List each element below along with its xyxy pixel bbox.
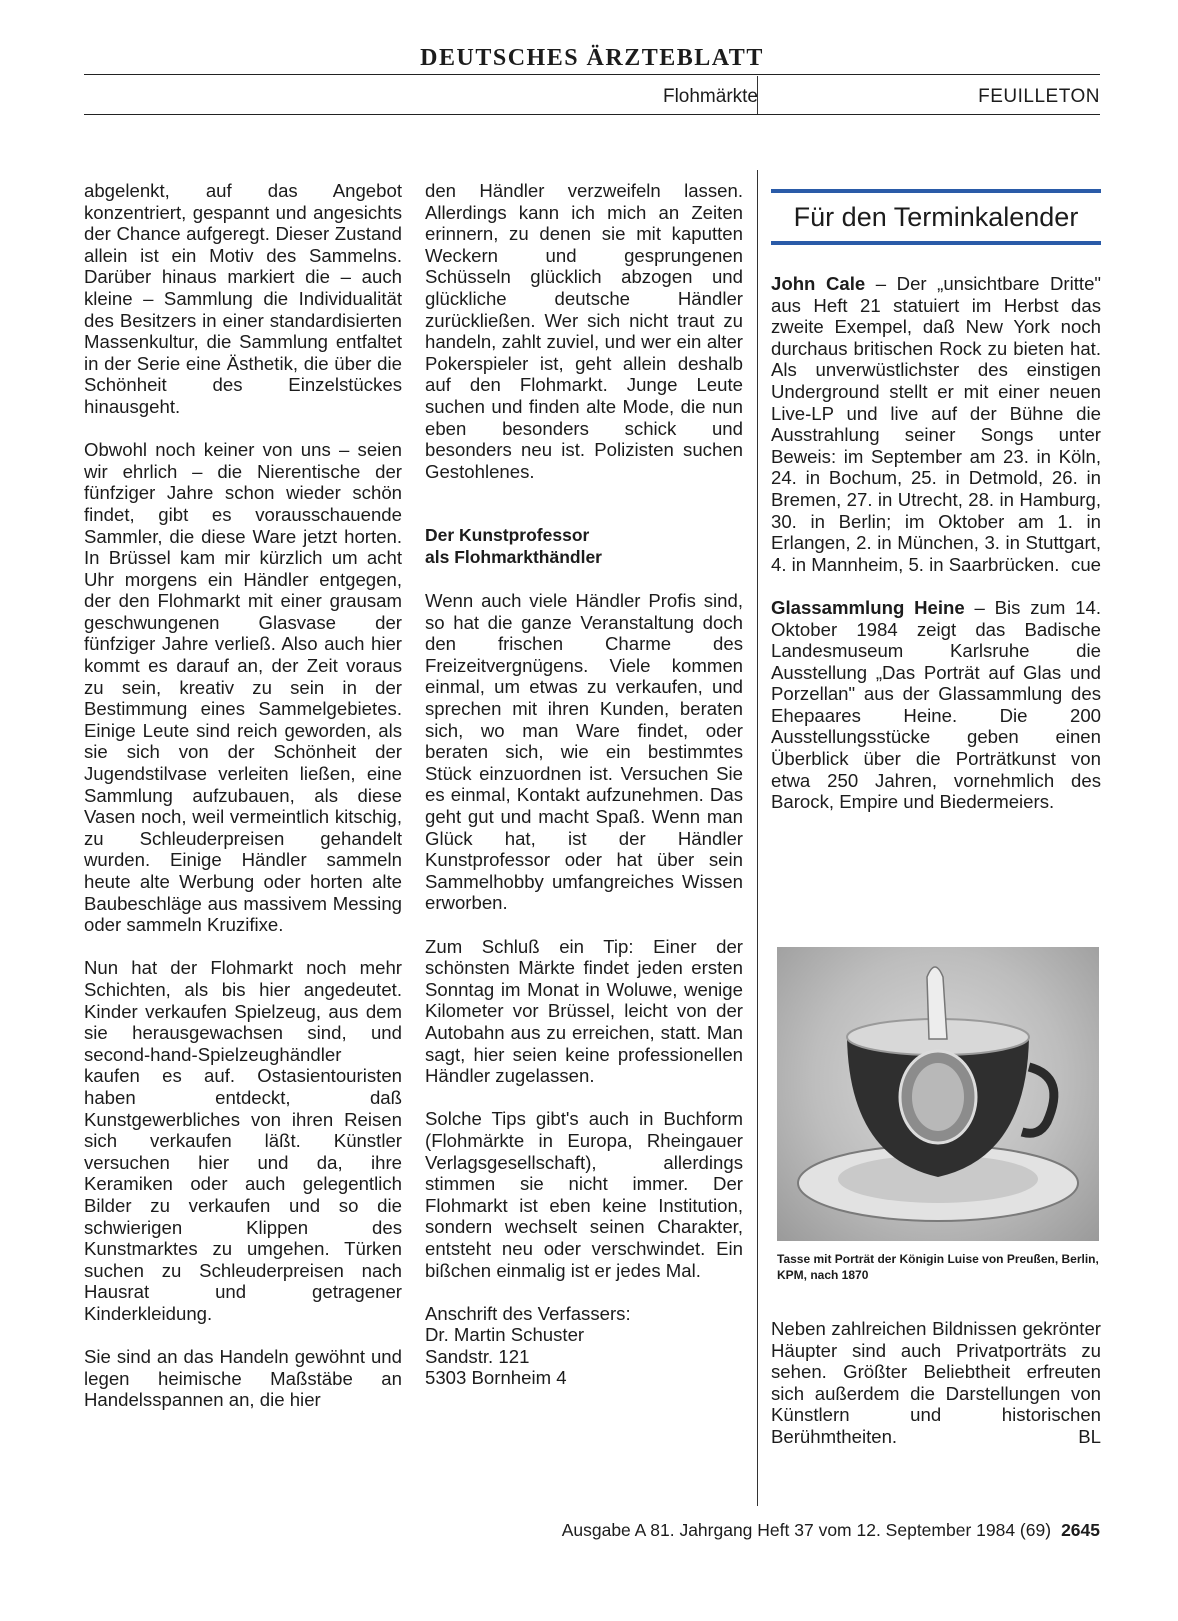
paragraph: den Händler verzweifeln lassen. Allerdings kann ich mich an Zeiten erinnern, zu denen sie mit kaputten Weckern und gesprungenen Schüsseln glücklich abzogen und glückliche deutsche Händler zurückließen. Wer sich nicht traut zu handeln, zahlt zuviel, und wer ein alter Pokerspieler ist, geht allein deshalb auf den Flohmarkt. Junge Leute suchen und finden alte Mode, die nun eben besonders schick und besonders neu ist. Polizisten suchen Gestohlenes. — [425, 180, 743, 482]
calendar-item-text: – Der „unsichtbare Dritte" aus Heft 21 statuiert im Herbst das zweite Exempel, daß New York noch durchaus britischen Rock zu bieten hat. Als unverwüstlichster des einstigen Underground stellt er mit einer neuen Live-LP und live auf der Bühne die Ausstrahlung seiner Songs unter Beweis: im September am 23. in Köln, 24. in Bochum, 25. in Detmold, 26. in Bremen, 27. in Utrecht, 28. in Hamburg, 30. in Berlin; im Oktober am 1. in Erlangen, 2. in München, 3. in Stuttgart, 4. in Mannheim, 5. in Saarbrücken. — [771, 273, 1102, 575]
column-3-top — [771, 273, 1101, 813]
paragraph: Nun hat der Flohmarkt noch mehr Schichten, als bis hier angedeutet. Kinder verkaufen Spielzeug, aus dem sie herausgewachsen sind, und second-hand-Spielzeughändler kaufen es auf. Ostasientouristen haben entdeckt, daß Kunstgewerbliches von ihren Reisen sich verkaufen läßt. Künstler versuchen hier und da, ihre Keramiken oder auch gelegentlich Bilder zu verkaufen und so die schwierigen Klippen des Kunstmarktes zu umgehen. Türken suchen zu Schleuderpreisen nach Hausrat und getragener Kinderkleidung. — [84, 957, 402, 1324]
address-name: Dr. Martin Schuster — [425, 1324, 585, 1346]
subheading-line-1: Der Kunstprofessor — [425, 525, 590, 546]
page-footer — [562, 1520, 1100, 1540]
calendar-item — [771, 273, 1101, 575]
address-city: 5303 Bornheim 4 — [425, 1367, 567, 1389]
address-street: Sandstr. 121 — [425, 1345, 530, 1367]
author-initials: BL — [1078, 1425, 1101, 1447]
box-title: Für den Terminkalender — [793, 202, 1079, 232]
author-initials: cue — [1071, 553, 1101, 575]
paragraph: Sie sind an das Handeln gewöhnt und legen heimische Maßstäbe an Handelsspannen an, die hier — [84, 1346, 402, 1411]
subheading-line-2: als Flohmarkthändler — [425, 546, 602, 567]
box-rule-bottom — [771, 241, 1101, 245]
paragraph: Obwohl noch keiner von uns – seien wir ehrlich – die Nierentische der fünfziger Jahre schon wieder schön findet, gibt es vorausschauende Sammler, die diese Ware jetzt horten. In Brüssel kam mir kürzlich um acht Uhr morgens ein Händler entgegen, der den Flohmarkt mit einer grausam geschwungenen Glasvase der fünfziger Jahre verließ. Also auch hier kommt es darauf an, der Zeit voraus zu sein, kreativ zu sein in der Bestimmung eines Sammelgebietes. Einige Leute sind reich geworden, als sie sich von der Schönheit der Jugendstilvase verleiten ließen, eine Sammlung aufzubauen, als diese Vasen noch, weil vermeintlich kitschig, zu Schleuderpreisen gehandelt wurden. Einige Händler sammeln heute alte Werbung oder horten alte Baubeschläge aus massivem Messing oder sammeln Kruzifixe. — [84, 439, 402, 936]
calendar-item — [771, 597, 1101, 813]
box-rule-top — [771, 189, 1101, 193]
page-number: 2645 — [1061, 1520, 1100, 1540]
photo-caption: Tasse mit Porträt der Königin Luise von Preußen, Berlin, KPM, nach 1870 — [777, 1252, 1099, 1282]
address-label: Anschrift des Verfassers: — [425, 1302, 631, 1324]
header-divider — [757, 76, 758, 114]
masthead: DEUTSCHES ÄRZTEBLATT — [420, 45, 764, 71]
calendar-item-text: – Bis zum 14. Oktober 1984 zeigt das Badische Landesmuseum Karlsruhe die Ausstellung „Das Porträt auf Glas und Porzellan" aus der Glassammlung des Ehepaares Heine. Die 200 Ausstellungsstücke geben einen Überblick über die Porträtkunst von etwa 250 Jahren, vornehmlich des Barock, Empire und Biedermeiers. — [771, 596, 1101, 813]
cup-illustration — [777, 947, 1099, 1241]
paragraph — [771, 1318, 1101, 1448]
calendar-item-title: John Cale — [771, 273, 866, 294]
paragraph: abgelenkt, auf das Angebot konzentriert, gespannt und angesichts der Chance aufgeregt. Dieser Zustand allein ist ein Motiv des Sammelns. Darüber hinaus markiert die – auch kleine – Sammlung die Individualität des Besitzers in einer standardisierten Massenkultur, die Sammlung entfaltet in der Serie eine Ästhetik, die über die Schönheit des Einzelstückes hinausgeht. — [84, 180, 402, 417]
issue-info: Ausgabe A 81. Jahrgang Heft 37 vom 12. September 1984 (69) — [561, 1520, 1052, 1540]
column-divider — [757, 170, 758, 1506]
column-2 — [425, 180, 743, 1389]
paragraph: Zum Schluß ein Tip: Einer der schönsten Märkte findet jeden ersten Sonntag im Monat in Woluwe, wenige Kilometer vor Brüssel, leicht von der Autobahn aus zu erreichen, statt. Man sagt, hier seien keine professionellen Händler zugelassen. — [425, 935, 743, 1087]
masthead-rule — [84, 74, 1100, 75]
section-label: FEUILLETON — [978, 86, 1100, 107]
header-rule — [84, 114, 1100, 115]
paragraph-text: Neben zahlreichen Bildnissen gekrönter Häupter sind auch Privatporträts zu sehen. Größter Beliebtheit erfreuten sich außerdem die Darstellungen von Künstlern und historischen Berühmtheiten. — [771, 1318, 1101, 1447]
author-address — [425, 1303, 743, 1389]
porcelain-cup-photo — [777, 947, 1099, 1241]
column-3-bottom — [771, 1318, 1101, 1448]
subheading — [425, 525, 743, 568]
paragraph: Wenn auch viele Händler Profis sind, so hat die ganze Veranstaltung doch den frischen Charme des Freizeitvergnügens. Viele kommen einmal, um etwas zu verkaufen, und sprechen mit ihren Kunden, beraten sich, wo man Ware findet, oder beraten sich, wie ein bestimmtes Stück einzuordnen ist. Versuchen Sie es einmal, Kontakt aufzunehmen. Das geht gut und macht Spaß. Wenn man Glück hat, ist der Händler Kunstprofessor oder hat über sein Sammelhobby umfangreiches Wissen erworben. — [425, 590, 743, 914]
column-1 — [84, 180, 402, 1411]
paragraph: Solche Tips gibt's auch in Buchform (Flohmärkte in Europa, Rheingauer Verlagsgesellschaft), allerdings stimmen sie nicht immer. Der Flohmarkt ist eben keine Institution, sondern wechselt seinen Charakter, entsteht neu oder verschwindet. Ein bißchen einmalig ist er jedes Mal. — [425, 1108, 743, 1281]
topic-label: Flohmärkte — [662, 86, 758, 107]
calendar-item-title: Glassammlung Heine — [771, 596, 965, 618]
